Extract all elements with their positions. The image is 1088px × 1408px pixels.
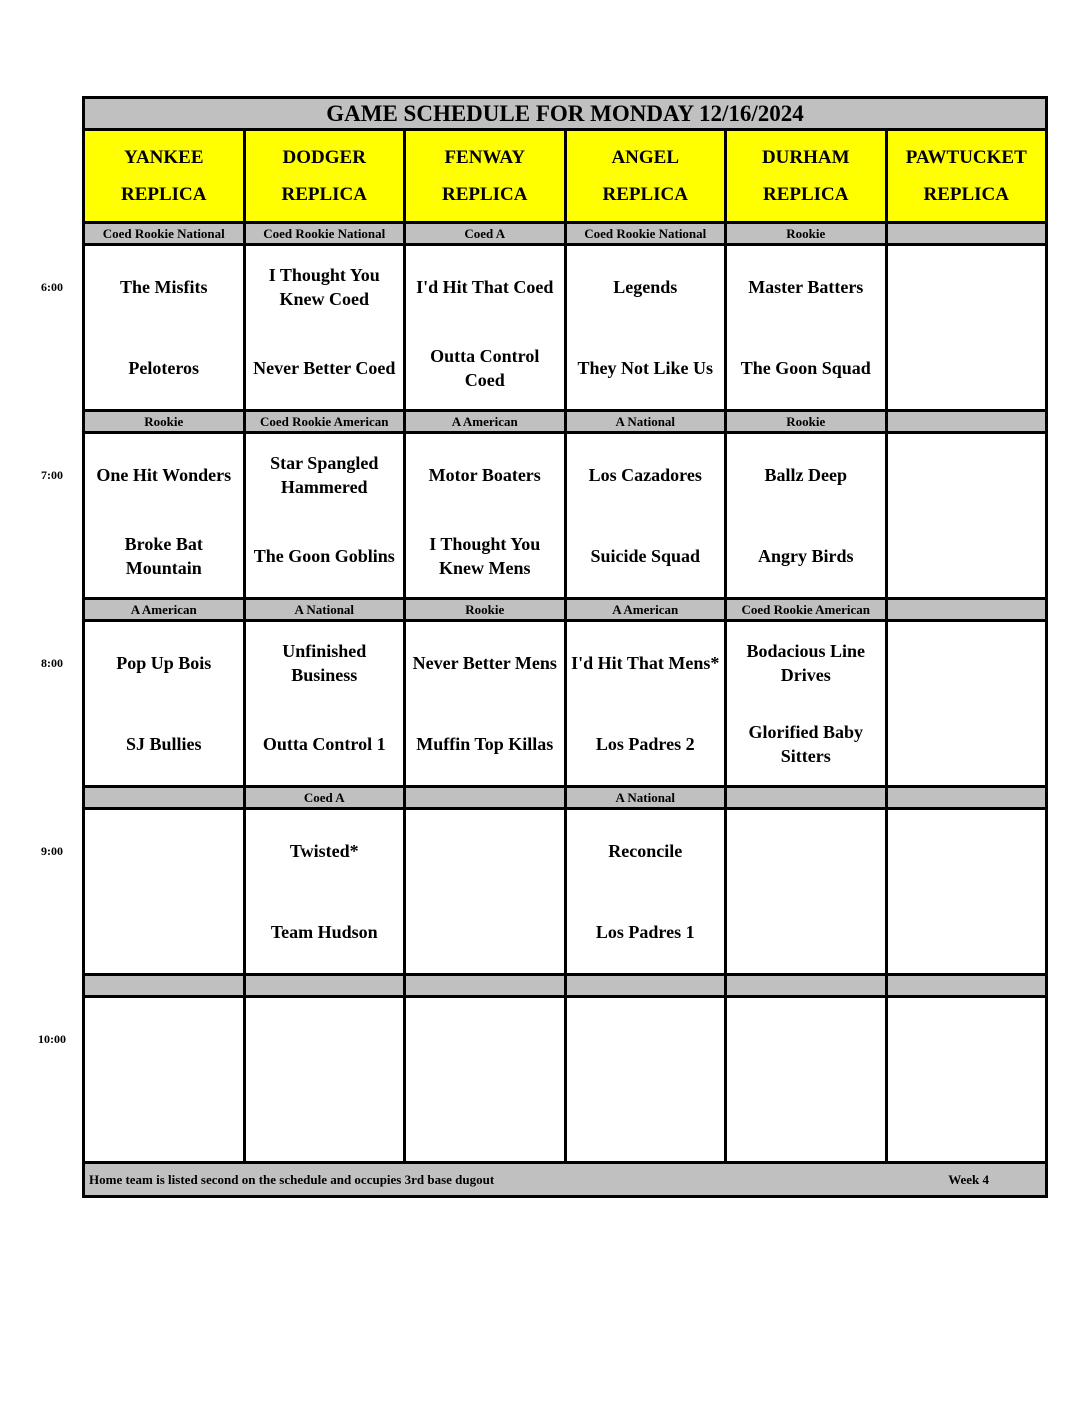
division-row bbox=[84, 975, 1047, 997]
away-team: Reconcile bbox=[608, 840, 683, 861]
home-team bbox=[406, 892, 564, 974]
away-team: Los Cazadores bbox=[588, 464, 702, 485]
away-team: Pop Up Bois bbox=[116, 652, 212, 673]
home-team: The Goon Squad bbox=[740, 358, 871, 379]
schedule-table bbox=[82, 96, 1048, 1198]
game-cell bbox=[565, 809, 726, 975]
division-label bbox=[405, 975, 566, 997]
division-label: A American bbox=[84, 599, 245, 621]
matchup bbox=[246, 998, 404, 1161]
division-label bbox=[886, 599, 1047, 621]
field-name: PAWTUCKET bbox=[905, 147, 1027, 168]
week-label: Week 4 bbox=[948, 1171, 989, 1187]
matchup bbox=[85, 434, 243, 597]
matchup bbox=[567, 998, 725, 1161]
matchup bbox=[85, 810, 243, 973]
division-label bbox=[886, 787, 1047, 809]
away-team bbox=[727, 998, 885, 1080]
division-label: A National bbox=[565, 411, 726, 433]
away-team bbox=[888, 622, 1046, 704]
away-team: Ballz Deep bbox=[764, 464, 847, 485]
division-label: Rookie bbox=[726, 411, 887, 433]
game-cell bbox=[244, 245, 405, 411]
home-team: I Thought You Knew Mens bbox=[429, 534, 541, 579]
home-team: Broke Bat Mountain bbox=[124, 534, 203, 579]
schedule-title: GAME SCHEDULE FOR MONDAY 12/16/2024 bbox=[84, 98, 1047, 130]
game-row bbox=[84, 809, 1047, 975]
division-label: Coed A bbox=[244, 787, 405, 809]
matchup bbox=[888, 246, 1046, 409]
division-label bbox=[886, 975, 1047, 997]
game-cell bbox=[84, 809, 245, 975]
home-team bbox=[85, 1080, 243, 1162]
game-row bbox=[84, 433, 1047, 599]
game-cell bbox=[726, 245, 887, 411]
time-label: 9:00 bbox=[41, 843, 63, 858]
field-name: ANGEL bbox=[611, 147, 680, 168]
division-label: A American bbox=[565, 599, 726, 621]
division-label: Coed Rookie National bbox=[84, 223, 245, 245]
away-team bbox=[406, 998, 564, 1080]
game-cell bbox=[405, 433, 566, 599]
division-label bbox=[886, 223, 1047, 245]
matchup bbox=[567, 622, 725, 785]
home-team: Suicide Squad bbox=[590, 546, 701, 567]
home-team bbox=[406, 1080, 564, 1162]
field-header-5 bbox=[886, 130, 1047, 223]
division-label bbox=[565, 975, 726, 997]
home-team: Glorified Baby Sitters bbox=[748, 722, 863, 767]
matchup bbox=[246, 434, 404, 597]
home-team: Angry Birds bbox=[757, 546, 854, 567]
game-row bbox=[84, 245, 1047, 411]
division-label: Rookie bbox=[405, 599, 566, 621]
field-sub: REPLICA bbox=[441, 184, 528, 205]
field-name: DURHAM bbox=[761, 147, 850, 168]
division-label bbox=[84, 975, 245, 997]
matchup bbox=[888, 622, 1046, 785]
home-team bbox=[888, 328, 1046, 410]
footer-row bbox=[84, 1163, 1047, 1197]
game-cell bbox=[726, 433, 887, 599]
home-team: Los Padres 1 bbox=[595, 922, 695, 943]
division-label: Rookie bbox=[726, 223, 887, 245]
matchup bbox=[406, 246, 564, 409]
home-team: Peloteros bbox=[128, 358, 200, 379]
field-sub: REPLICA bbox=[762, 184, 849, 205]
game-cell bbox=[726, 997, 887, 1163]
game-cell bbox=[84, 433, 245, 599]
game-row bbox=[84, 621, 1047, 787]
away-team: Star Spangled Hammered bbox=[270, 452, 379, 497]
matchup bbox=[406, 622, 564, 785]
home-team bbox=[85, 892, 243, 974]
matchup bbox=[727, 246, 885, 409]
away-team: I Thought You Knew Coed bbox=[268, 264, 380, 309]
away-team: Bodacious Line Drives bbox=[746, 640, 866, 685]
division-row bbox=[84, 223, 1047, 245]
game-cell bbox=[886, 433, 1047, 599]
away-team: Unfinished Business bbox=[282, 640, 367, 685]
division-label bbox=[726, 975, 887, 997]
division-label bbox=[886, 411, 1047, 433]
game-cell bbox=[565, 621, 726, 787]
division-label: A American bbox=[405, 411, 566, 433]
home-team bbox=[888, 704, 1046, 786]
matchup bbox=[727, 434, 885, 597]
game-cell bbox=[886, 245, 1047, 411]
game-cell bbox=[405, 245, 566, 411]
home-team: Outta Control Coed bbox=[430, 346, 540, 391]
matchup bbox=[727, 622, 885, 785]
title-row bbox=[84, 98, 1047, 130]
matchup bbox=[85, 246, 243, 409]
time-label: 6:00 bbox=[41, 279, 63, 294]
time-label: 7:00 bbox=[41, 467, 63, 482]
away-team bbox=[406, 810, 564, 892]
field-sub: REPLICA bbox=[602, 184, 688, 205]
division-row bbox=[84, 599, 1047, 621]
game-cell bbox=[84, 621, 245, 787]
matchup bbox=[406, 434, 564, 597]
home-team bbox=[727, 892, 885, 974]
division-label: A National bbox=[565, 787, 726, 809]
time-label: 8:00 bbox=[41, 655, 63, 670]
matchup bbox=[246, 810, 404, 973]
game-cell bbox=[726, 621, 887, 787]
away-team bbox=[888, 810, 1046, 892]
home-team: Never Better Coed bbox=[253, 358, 396, 379]
home-team bbox=[888, 516, 1046, 598]
division-label bbox=[244, 975, 405, 997]
away-team: Twisted* bbox=[289, 840, 359, 861]
field-sub: REPLICA bbox=[120, 184, 207, 205]
matchup bbox=[246, 246, 404, 409]
game-cell bbox=[565, 245, 726, 411]
game-cell bbox=[886, 621, 1047, 787]
division-label: Coed Rookie National bbox=[565, 223, 726, 245]
away-team: Master Batters bbox=[748, 276, 864, 297]
home-team bbox=[888, 892, 1046, 974]
field-name: FENWAY bbox=[444, 147, 526, 168]
home-team: Muffin Top Killas bbox=[416, 734, 554, 755]
division-label: Coed A bbox=[405, 223, 566, 245]
division-label: Coed Rookie American bbox=[244, 411, 405, 433]
matchup bbox=[888, 810, 1046, 973]
away-team: I'd Hit That Mens* bbox=[571, 652, 720, 673]
game-cell bbox=[244, 621, 405, 787]
field-header-1 bbox=[244, 130, 405, 223]
division-label: A National bbox=[244, 599, 405, 621]
division-label: Coed Rookie American bbox=[726, 599, 887, 621]
matchup bbox=[567, 434, 725, 597]
matchup bbox=[888, 998, 1046, 1161]
home-team: They Not Like Us bbox=[577, 358, 713, 379]
game-row bbox=[84, 997, 1047, 1163]
division-label bbox=[405, 787, 566, 809]
game-cell bbox=[84, 997, 245, 1163]
game-cell bbox=[405, 809, 566, 975]
home-team bbox=[888, 1080, 1046, 1162]
schedule-sheet bbox=[82, 96, 1048, 1198]
home-team: Outta Control 1 bbox=[262, 734, 386, 755]
division-row bbox=[84, 411, 1047, 433]
away-team bbox=[246, 998, 404, 1080]
away-team: I'd Hit That Coed bbox=[416, 276, 554, 297]
division-label: Coed Rookie National bbox=[244, 223, 405, 245]
matchup bbox=[567, 246, 725, 409]
field-header-4 bbox=[726, 130, 887, 223]
home-team: Team Hudson bbox=[270, 922, 378, 943]
home-team: Los Padres 2 bbox=[595, 734, 695, 755]
home-team bbox=[727, 1080, 885, 1162]
game-cell bbox=[565, 433, 726, 599]
away-team bbox=[888, 246, 1046, 328]
matchup bbox=[567, 810, 725, 973]
field-name: DODGER bbox=[282, 147, 366, 168]
matchup bbox=[85, 998, 243, 1161]
away-team bbox=[85, 810, 243, 892]
field-header-3 bbox=[565, 130, 726, 223]
away-team bbox=[567, 998, 725, 1080]
game-cell bbox=[405, 997, 566, 1163]
away-team: Motor Boaters bbox=[428, 464, 541, 485]
game-cell bbox=[726, 809, 887, 975]
away-team bbox=[727, 810, 885, 892]
footer-cell bbox=[84, 1163, 1047, 1197]
away-team bbox=[888, 434, 1046, 516]
field-header-2 bbox=[405, 130, 566, 223]
matchup bbox=[727, 998, 885, 1161]
home-team: SJ Bullies bbox=[125, 734, 202, 755]
field-header-row bbox=[84, 130, 1047, 223]
time-label: 10:00 bbox=[38, 1031, 66, 1046]
game-cell bbox=[84, 245, 245, 411]
away-team: Legends bbox=[613, 276, 678, 297]
matchup bbox=[246, 622, 404, 785]
matchup bbox=[406, 998, 564, 1161]
away-team: The Misfits bbox=[120, 276, 208, 297]
game-cell bbox=[244, 809, 405, 975]
home-team bbox=[246, 1080, 404, 1162]
away-team bbox=[888, 998, 1046, 1080]
game-cell bbox=[886, 809, 1047, 975]
division-label bbox=[726, 787, 887, 809]
home-team-note: Home team is listed second on the schedule and occupies 3rd base dugout bbox=[89, 1171, 495, 1187]
home-team: The Goon Goblins bbox=[253, 546, 395, 567]
division-row bbox=[84, 787, 1047, 809]
away-team: Never Better Mens bbox=[412, 652, 557, 673]
away-team: One Hit Wonders bbox=[96, 464, 232, 485]
field-sub: REPLICA bbox=[923, 184, 1009, 205]
division-label bbox=[84, 787, 245, 809]
matchup bbox=[85, 622, 243, 785]
game-cell bbox=[244, 997, 405, 1163]
matchup bbox=[888, 434, 1046, 597]
field-sub: REPLICA bbox=[281, 184, 367, 205]
game-cell bbox=[565, 997, 726, 1163]
away-team bbox=[85, 998, 243, 1080]
field-header-0 bbox=[84, 130, 245, 223]
field-name: YANKEE bbox=[123, 147, 204, 168]
division-label: Rookie bbox=[84, 411, 245, 433]
game-cell bbox=[886, 997, 1047, 1163]
game-cell bbox=[405, 621, 566, 787]
game-cell bbox=[244, 433, 405, 599]
time-slots bbox=[84, 223, 1047, 1163]
matchup bbox=[727, 810, 885, 973]
home-team bbox=[567, 1080, 725, 1162]
matchup bbox=[406, 810, 564, 973]
